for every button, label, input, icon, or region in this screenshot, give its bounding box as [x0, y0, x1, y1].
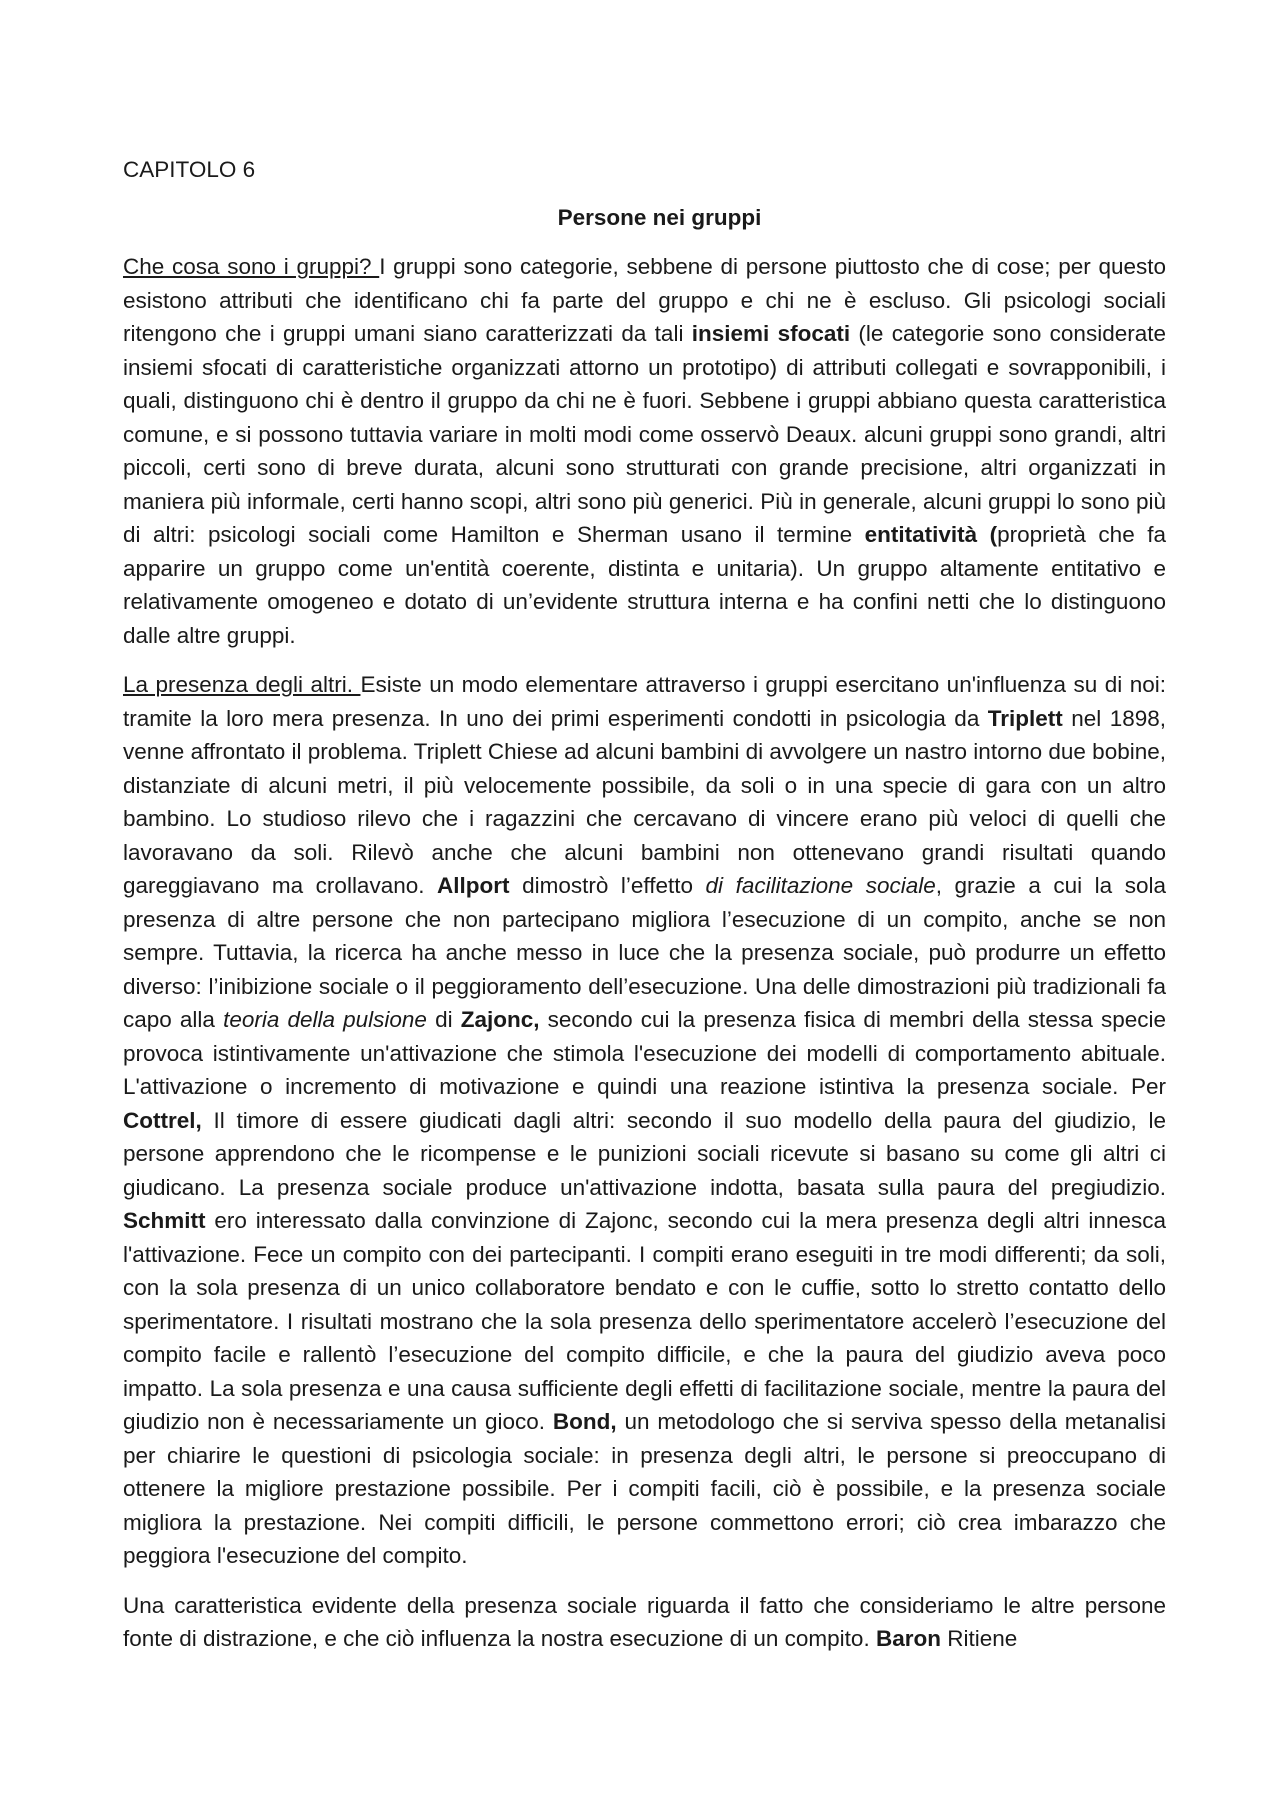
bold-term: Cottrel,: [123, 1107, 202, 1133]
bold-term: Zajonc,: [460, 1007, 540, 1032]
text-run: proprietà che fa apparire un gruppo come un'entità coerente, distinta e unitaria). Un gruppo altamente entitativo e relativamente omogeneo e dotato di un’evidente struttura interna e ha confini netti che lo distinguono dalle altre gruppi.: [123, 522, 1166, 648]
italic-term: di facilitazione sociale: [705, 873, 936, 898]
paragraph-groups: [123, 250, 1166, 652]
bold-term: Schmitt: [123, 1208, 206, 1233]
bold-term: Allport: [437, 873, 510, 898]
page-title: Persone nei gruppi: [557, 205, 762, 230]
section-heading-groups: Che cosa sono i gruppi?: [123, 254, 380, 279]
text-run: Esiste un modo elementare attraverso i gruppi esercitano un'influenza su di noi: tramite la loro mera presenza. In uno dei primi esperimenti condotti in psicologia da: [123, 672, 1166, 731]
text-run: Ritiene: [940, 1626, 1018, 1651]
bold-term: Triplett: [987, 705, 1063, 731]
text-run: , grazie a cui la sola presenza di altre persone che non partecipano migliora l’esecuzione di un compito, anche se non sempre. Tuttavia, la ricerca ha anche messo in luce che la presenza sociale, può produrre un effetto diverso: l’inibizione sociale o il peggioramento dell’esecuzione. Una delle dimostrazioni più tradizionali fa capo alla: [123, 873, 1166, 1032]
paragraph-distraction: [123, 1589, 1166, 1656]
text-run: I gruppi sono categorie, sebbene di persone piuttosto che di cose; per questo esistono attributi che identificano chi fa parte del gruppo e chi ne è escluso. Gli psicologi sociali ritengono che i gruppi umani siano caratterizzati da tali: [123, 254, 1167, 346]
chapter-label: CAPITOLO 6: [123, 157, 256, 182]
paragraph-presence: [123, 668, 1166, 1573]
text-run: Una caratteristica evidente della presenza sociale riguarda il fatto che consideriamo le altre persone fonte di distrazione, e che ciò influenza la nostra esecuzione di un compito.: [123, 1592, 1166, 1651]
section-heading-presence: La presenza degli altri.: [123, 672, 361, 697]
text-run: (le categorie sono considerate insiemi sfocati di caratteristiche organizzati attorno un prototipo) di attributi collegati e sovrapponibili, i quali, distinguono chi è dentro il gruppo da chi ne è fuori. Sebbene i gruppi abbiano questa caratteristica comune, e si possono tuttavia variare in molti modi come osservò Deaux. alcuni gruppi sono grandi, altri piccoli, certi sono di breve durata, alcuni sono strutturati con grande precisione, altri organizzati in maniera più informale, certi hanno scopi, altri sono più generici. Più in generale, alcuni gruppi lo sono più di altri: psicologi sociali come Hamilton e Sherman usano il termine: [123, 321, 1166, 547]
text-run: secondo cui la presenza fisica di membri della stessa specie provoca istintivamente un'attivazione che stimola l'esecuzione dei modelli di comportamento abituale. L'attivazione o incremento di motivazione e quindi una reazione istintiva la presenza sociale. Per: [123, 1007, 1167, 1099]
bold-term: Baron: [875, 1626, 941, 1651]
text-run: Il timore di essere giudicati dagli altri: secondo il suo modello della paura del giudizio, le persone apprendono che le ricompense e le punizioni sociali ricevute si basano su come gli altri ci giudicano. La presenza sociale produce un'attivazione indotta, basata sulla paura del pregiudizio.: [123, 1107, 1166, 1200]
italic-term: teoria della pulsione: [223, 1007, 427, 1032]
text-run: ero interessato dalla convinzione di Zajonc, secondo cui la mera presenza degli altri innesca l'attivazione. Fece un compito con dei partecipanti. I compiti erano eseguiti in tre modi differenti; da soli, con la sola presenza di un unico collaboratore bendato e con le cuffie, sotto lo stretto contatto dello sperimentatore. I risultati mostrano che la sola presenza dello sperimentatore accelerò l’esecuzione del compito facile e rallentò l’esecuzione del compito difficile, e che la paura del giudizio aveva poco impatto. La sola presenza e una causa sufficiente degli effetti di facilitazione sociale, mentre la paura del giudizio non è necessariamente un gioco.: [123, 1208, 1166, 1434]
text-run: un metodologo che si serviva spesso della metanalisi per chiarire le questioni di psicologia sociale: in presenza degli altri, le persone si preoccupano di ottenere la migliore prestazione possibile. Per i compiti facili, ciò è possibile, e la presenza sociale migliora la prestazione. Nei compiti difficili, le persone commettono errori; ciò crea imbarazzo che peggiora l'esecuzione del compito.: [123, 1409, 1166, 1568]
bold-term: insiemi sfocati: [691, 321, 851, 346]
bold-term: entitatività (: [864, 522, 998, 547]
text-run: di: [426, 1007, 461, 1032]
bold-term: Bond,: [552, 1409, 617, 1434]
text-run: dimostrò l’effetto: [509, 873, 706, 898]
text-run: nel 1898, venne affrontato il problema. Triplett Chiese ad alcuni bambini di avvolgere un nastro intorno due bobine, distanziate di alcuni metri, il più velocemente possibile, da soli o in una specie di gara con un altro bambino. Lo studioso rilevo che i ragazzini che cercavano di vincere erano più veloci di quelli che lavoravano da soli. Rilevò anche che alcuni bambini non ottenevano grandi risultati quando gareggiavano ma crollavano.: [123, 705, 1167, 898]
